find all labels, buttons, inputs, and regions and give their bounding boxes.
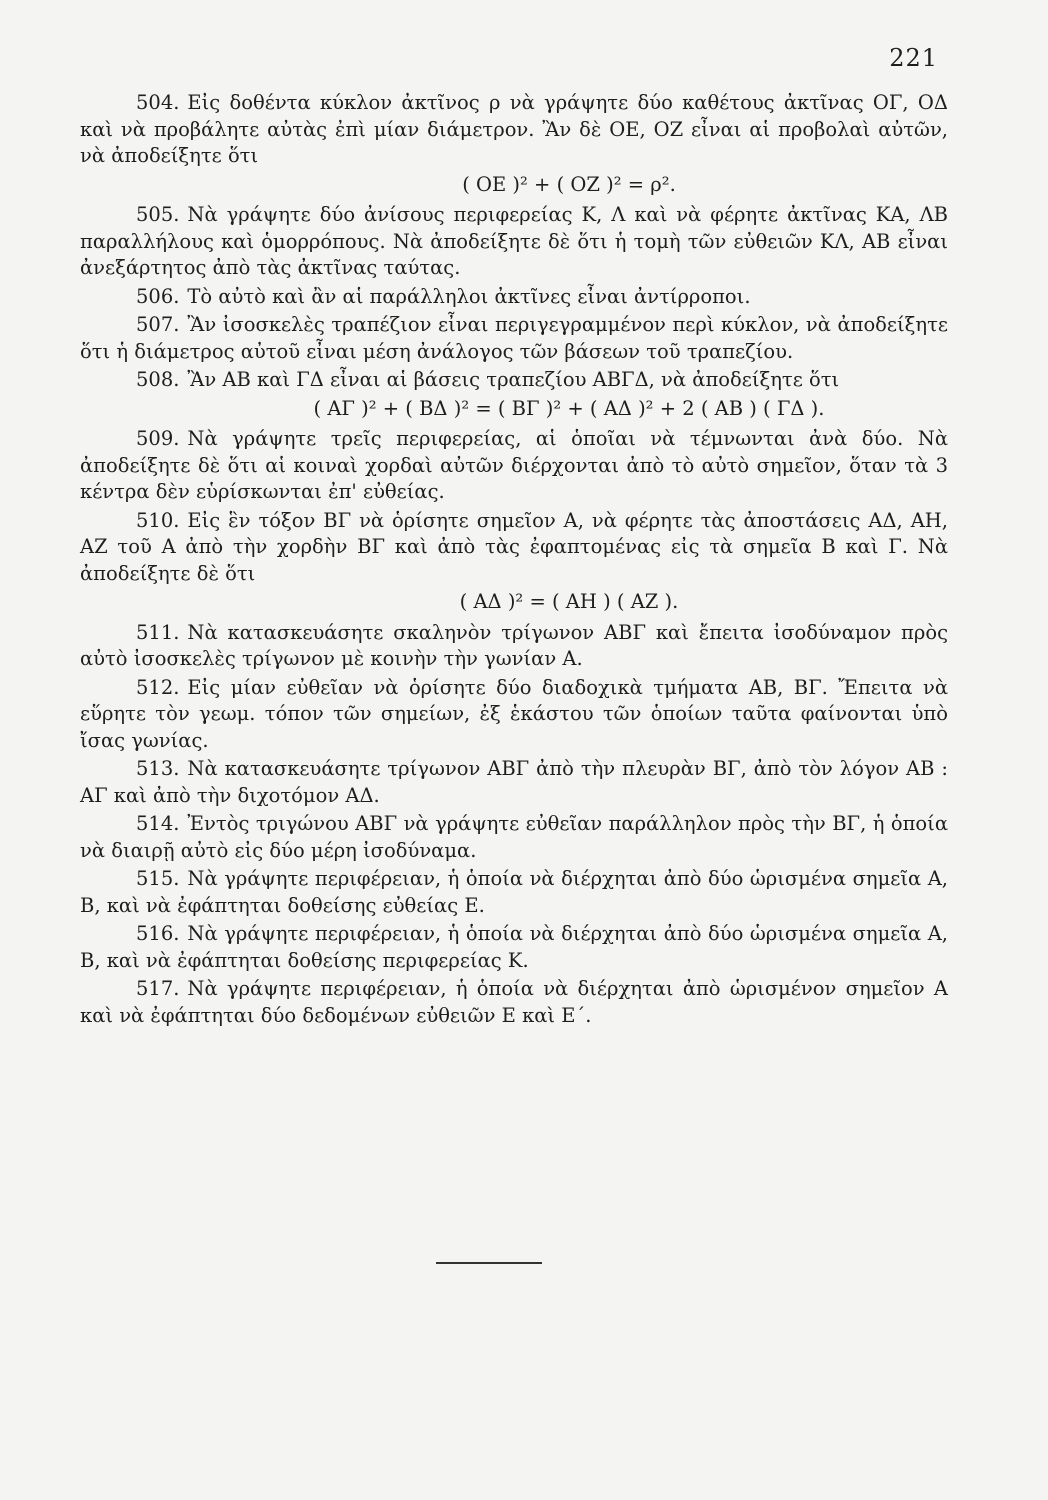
formula-504: ( ΟΕ )² + ( ΟΖ )² = ρ².: [462, 172, 676, 196]
problem-number: 509.: [136, 427, 180, 450]
page-number: 221: [889, 44, 938, 72]
problem-517: [80, 976, 948, 1029]
problem-507: [80, 312, 948, 365]
problem-506: [80, 284, 948, 311]
problem-text: Νὰ γράψητε περιφέρειαν, ἡ ὁποία νὰ διέρχηται ἀπὸ δύο ὡρισμένα σημεῖα Α, Β, καὶ νὰ ἐφάπτηται δοθείσης εὐθείας Ε.: [80, 867, 948, 917]
problem-text: Νὰ γράψητε δύο ἀνίσους περιφερείας Κ, Λ καὶ νὰ φέρητε ἀκτῖνας ΚΑ, ΛΒ παραλλήλους καὶ ὁμορρόπους. Νὰ ἀποδείξητε δὲ ὅτι ἡ τομὴ τῶν εὐθειῶν ΚΛ, ΑΒ εἶναι ἀνεξάρτητος ἀπὸ τὰς ἀκτῖνας ταύτας.: [80, 203, 948, 279]
problem-number: 506.: [136, 284, 180, 308]
problem-text: Νὰ γράψητε περιφέρειαν, ἡ ὁποία νὰ διέρχηται ἀπὸ δύο ὡρισμένα σημεῖα Α, Β, καὶ νὰ ἐφάπτηται δοθείσης περιφερείας Κ.: [80, 922, 948, 972]
problem-number: 517.: [136, 977, 180, 1000]
problem-514: [80, 811, 948, 864]
problem-text: Νὰ κατασκευάσητε σκαληνὸν τρίγωνον ΑΒΓ καὶ ἔπειτα ἰσοδύναμον πρὸς αὐτὸ ἰσοσκελὲς τρίγωνον μὲ κοινὴν τὴν γωνίαν Α.: [80, 620, 948, 670]
problem-509: [80, 426, 948, 506]
problem-number: 511.: [136, 620, 180, 644]
problem-text: Εἰς ἓν τόξον ΒΓ νὰ ὁρίσητε σημεῖον Α, νὰ φέρητε τὰς ἀποστάσεις ΑΔ, ΑΗ, ΑΖ τοῦ Α ἀπὸ τὴν χορδὴν ΒΓ καὶ ἀπὸ τὰς ἐφαπτομένας εἰς τὰ σημεῖα Β καὶ Γ. Νὰ ἀποδείξητε δὲ ὅτι: [80, 508, 948, 585]
problem-number: 515.: [136, 867, 180, 890]
problem-505: [80, 202, 948, 282]
problem-number: 512.: [136, 675, 180, 699]
problem-number: 507.: [136, 313, 180, 336]
problem-number: 505.: [136, 203, 180, 226]
problem-list: [80, 90, 948, 1031]
problem-text: Ἐντὸς τριγώνου ΑΒΓ νὰ γράψητε εὐθεῖαν παράλληλον πρὸς τὴν ΒΓ, ἡ ὁποία νὰ διαιρῇ αὐτὸ εἰς δύο μέρη ἰσοδύναμα.: [80, 812, 948, 862]
problem-text: Νὰ γράψητε περιφέρειαν, ἡ ὁποία νὰ διέρχηται ἀπὸ ὡρισμένον σημεῖον Α καὶ νὰ ἐφάπτηται δύο δεδομένων εὐθειῶν Ε καὶ Ε΄.: [80, 977, 948, 1027]
problem-504: [80, 90, 948, 170]
problem-516: [80, 921, 948, 974]
problem-511: [80, 620, 948, 673]
problem-512: [80, 675, 948, 755]
problem-text: Τὸ αὐτὸ καὶ ἂν αἱ παράλληλοι ἀκτῖνες εἶναι ἀντίρροποι.: [187, 284, 751, 308]
problem-513: [80, 756, 948, 809]
problem-number: 513.: [136, 757, 180, 780]
problem-510: [80, 508, 948, 588]
problem-text: Εἰς μίαν εὐθεῖαν νὰ ὁρίσητε δύο διαδοχικὰ τμήματα ΑΒ, ΒΓ. Ἔπειτα νὰ εὕρητε τὸν γεωμ. τόπον τῶν σημείων, ἐξ ἑκάστου τῶν ὁποίων ταῦτα φαίνονται ὑπὸ ἴσας γωνίας.: [80, 675, 948, 752]
problem-number: 514.: [136, 812, 180, 835]
problem-text: Νὰ γράψητε τρεῖς περιφερείας, αἱ ὁποῖαι νὰ τέμνωνται ἀνὰ δύο. Νὰ ἀποδείξητε δὲ ὅτι αἱ κοιναὶ χορδαὶ αὐτῶν διέρχονται ἀπὸ τὸ αὐτὸ σημεῖον, ὅταν τὰ 3 κέντρα δὲν εὑρίσκωνται ἐπ' εὐθείας.: [80, 427, 948, 503]
problem-text: Ἂν ἰσοσκελὲς τραπέζιον εἶναι περιγεγραμμένον περὶ κύκλον, νὰ ἀποδείξητε ὅτι ἡ διάμετρος αὐτοῦ εἶναι μέση ἀνάλογος τῶν βάσεων τοῦ τραπεζίου.: [80, 313, 948, 363]
problem-number: 516.: [136, 922, 180, 945]
problem-number: 510.: [136, 508, 180, 532]
problem-text: Νὰ κατασκευάσητε τρίγωνον ΑΒΓ ἀπὸ τὴν πλευρὰν ΒΓ, ἀπὸ τὸν λόγον ΑΒ : ΑΓ καὶ ἀπὸ τὴν διχοτόμον ΑΔ.: [80, 757, 948, 807]
problem-508: [80, 367, 948, 394]
problem-number: 504.: [136, 91, 180, 114]
problem-515: [80, 866, 948, 919]
footer-divider: [436, 1262, 542, 1264]
problem-number: 508.: [136, 368, 180, 391]
formula-508: ( ΑΓ )² + ( ΒΔ )² = ( ΒΓ )² + ( ΑΔ )² + 2 ( ΑΒ ) ( ΓΔ ).: [313, 396, 825, 420]
formula-510: ( ΑΔ )² = ( ΑΗ ) ( ΑΖ ).: [459, 590, 679, 613]
problem-text: Ἂν ΑΒ καὶ ΓΔ εἶναι αἱ βάσεις τραπεζίου ΑΒΓΔ, νὰ ἀποδείξητε ὅτι: [187, 368, 840, 391]
problem-text: Εἰς δοθέντα κύκλον ἀκτῖνος ρ νὰ γράψητε δύο καθέτους ἀκτῖνας ΟΓ, ΟΔ καὶ νὰ προβάλητε αὐτὰς ἐπὶ μίαν διάμετρον. Ἂν δὲ ΟΕ, ΟΖ εἶναι αἱ προβολαὶ αὐτῶν, νὰ ἀποδείξητε ὅτι: [80, 91, 948, 167]
